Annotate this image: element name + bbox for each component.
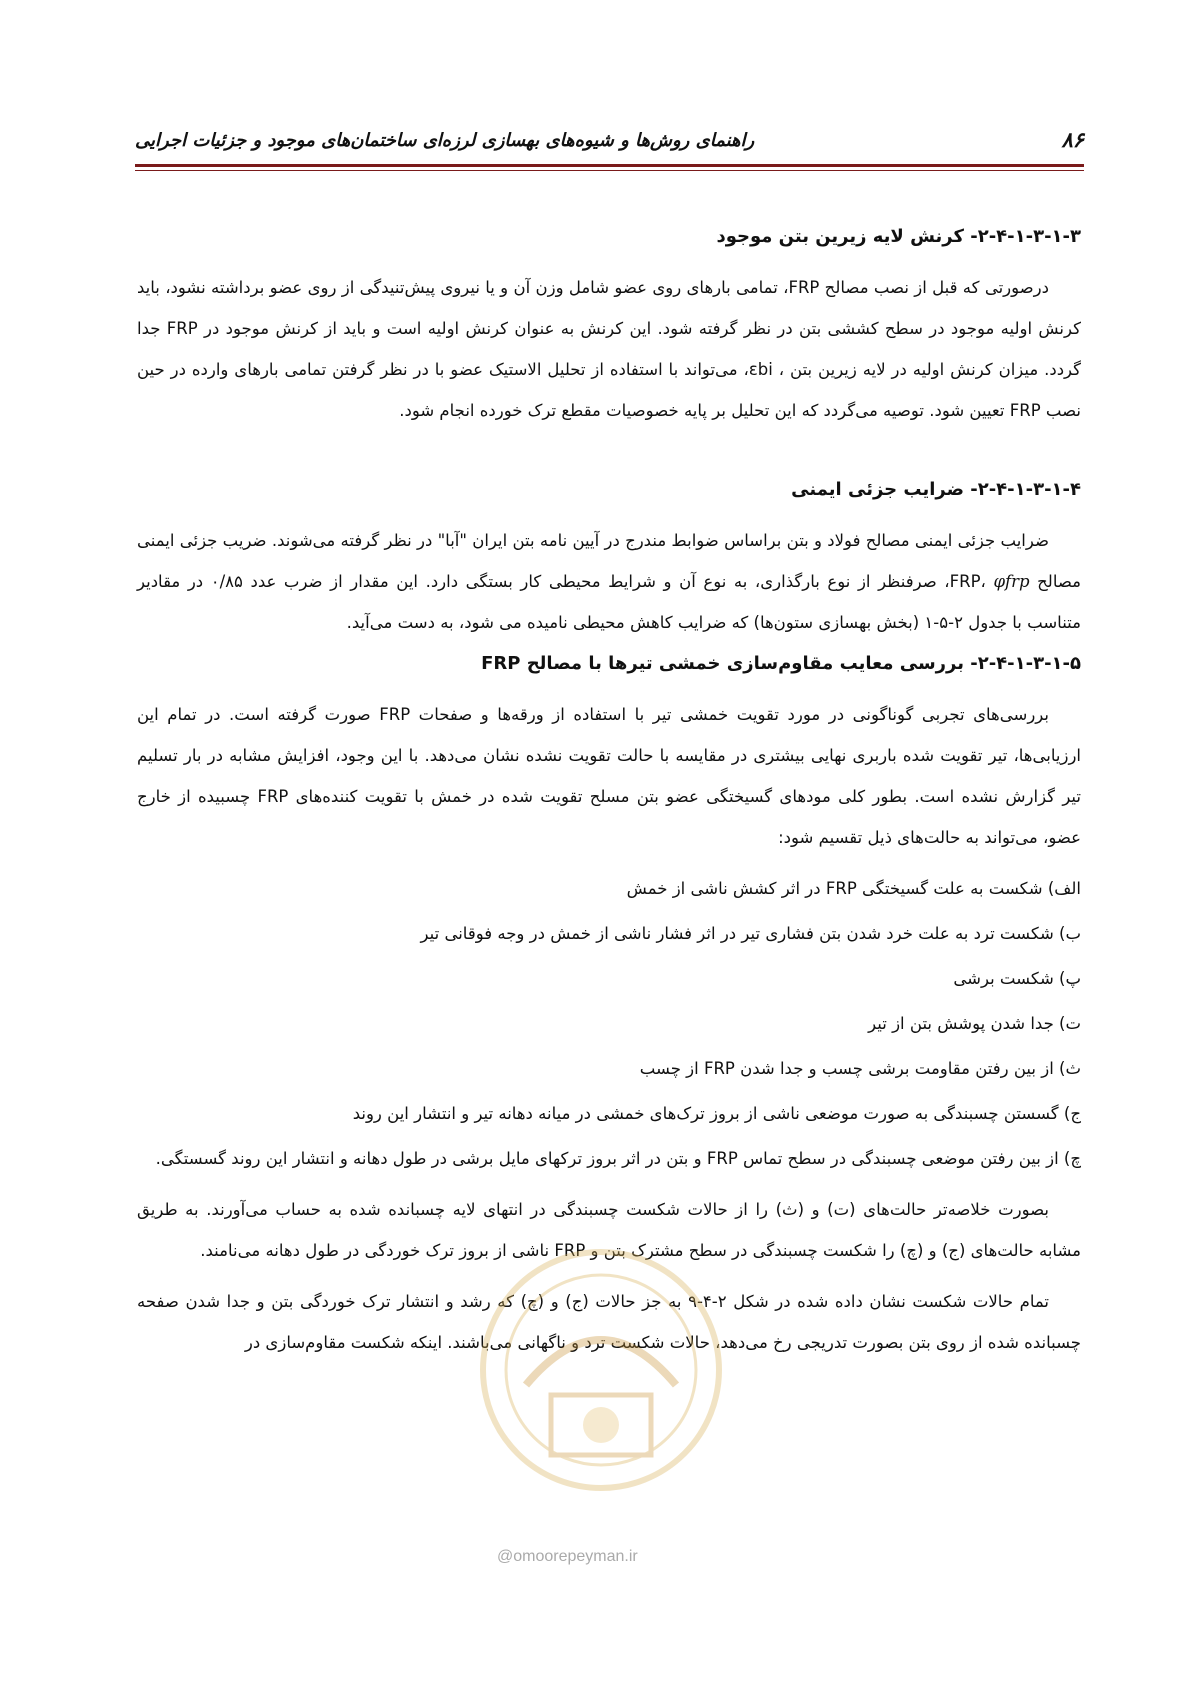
page-number: ۸۶ xyxy=(1061,128,1084,152)
section-heading-safety-factors: ۲-۴-۱-۳-۱-۴- ضرایب جزئی ایمنی xyxy=(791,479,1081,500)
header-rule xyxy=(135,164,1084,167)
phi-symbol: φfrp xyxy=(993,572,1030,591)
page-header xyxy=(135,124,1084,162)
paragraph-safety-b: ، صرفنظر از نوع بارگذاری، به نوع آن و شرایط محیطی کار بستگی دارد. این مقدار از ضرب عدد ۰/۸۵ در مقادیر متناسب با جدول ۲-۵-۱ (بخش بهسازی ستون‌ها) که ضرایب کاهش محیطی نامیده می شود، به دست می‌آید. xyxy=(137,572,1081,632)
list-item: ج) گسستن چسبندگی به صورت موضعی ناشی از بروز ترک‌های خمشی در میانه دهانه تیر و انتشار این روند xyxy=(352,1104,1081,1123)
section-heading-strain: ۲-۴-۱-۳-۱-۳- کرنش لایه زیرین بتن موجود xyxy=(716,226,1081,247)
paragraph-strain: درصورتی که قبل از نصب مصالح FRP، تمامی بارهای روی عضو شامل وزن آن و یا نیروی پیش‌تنیدگی از روی عضو برداشته نشود، باید کرنش اولیه موجود در سطح کششی بتن در نظر گرفته شود. این کرنش به عنوان کرنش اولیه است و باید از کرنش موجود در FRP جدا گردد. میزان کرنش اولیه در لایه زیرین بتن ، εbi، می‌تواند با استفاده از تحلیل الاستیک عضو با در نظر گرفتن تمامی بارهای وارده در حین نصب FRP تعیین شود. توصیه می‌گردد که این تحلیل بر پایه خصوصیات مقطع ترک خورده انجام شود. xyxy=(137,278,1082,420)
watermark-url: @omoorepeyman.ir xyxy=(497,1548,638,1565)
paragraph-flexural-intro: بررسی‌های تجربی گوناگونی در مورد تقویت خمشی تیر با استفاده از ورقه‌ها و صفحات FRP صورت گرفته است. در تمام این ارزیابی‌ها، تیر تقویت شده باربری نهایی بیشتری در مقایسه با حالت تقویت نشده نشان می‌دهد. با این وجود، افزایش مشابه در بار تسلیم تیر گزارش نشده است. بطور کلی مودهای گسیختگی عضو بتن مسلح تقویت شده در خمش با تقویت کننده‌های FRP چسبیده از خارج عضو، می‌تواند به حالت‌های ذیل تقسیم شود: xyxy=(137,705,1081,847)
paragraph-safety-factors xyxy=(137,520,1081,643)
paragraph-failure-types: تمام حالات شکست نشان داده شده در شکل ۲-۴-۹ به جز حالات (ج) و (چ) که رشد و انتشار ترک خوردگی بتن و جدا شدن صفحه چسبانده شده از روی بتن بصورت تدریجی رخ می‌دهد، حالات شکست ترد و ناگهانی می‌باشند. اینکه شکست مقاوم‌سازی در xyxy=(137,1292,1081,1352)
list-item: الف) شکست به علت گسیختگی FRP در اثر کشش ناشی از خمش xyxy=(626,879,1081,898)
list-item: چ) از بین رفتن موضعی چسبندگی در سطح تماس FRP و بتن در اثر بروز ترکهای مایل برشی در طول دهانه و انتشار این روند گسستگی. xyxy=(155,1149,1081,1168)
page-body xyxy=(137,216,1081,1363)
section-heading-flexural-drawbacks: ۲-۴-۱-۳-۱-۵- بررسی معایب مقاوم‌سازی خمشی تیرها با مصالح FRP xyxy=(481,653,1081,674)
list-item: ب) شکست ترد به علت خرد شدن بتن فشاری تیر در اثر فشار ناشی از خمش در وجه فوقانی تیر xyxy=(420,924,1081,943)
running-title: راهنمای روش‌ها و شیوه‌های بهسازی لرزه‌ای ساختمان‌های موجود و جزئیات اجرایی xyxy=(135,130,755,151)
header-rule-thin xyxy=(135,170,1084,171)
list-item: ث) از بین رفتن مقاومت برشی چسب و جدا شدن FRP از چسب xyxy=(639,1059,1081,1078)
failure-modes-list xyxy=(137,868,1081,1179)
paragraph-summary: بصورت خلاصه‌تر حالت‌های (ت) و (ث) را از حالات شکست چسبندگی در انتهای لایه چسبانده شده به حساب می‌آورند. به طریق مشابه حالت‌های (ج) و (چ) را شکست چسبندگی در سطح مشترک بتن و FRP ناشی از بروز ترک خوردگی در طول دهانه می‌نامند. xyxy=(137,1200,1081,1260)
paragraph-safety-a: ضرایب جزئی ایمنی مصالح فولاد و بتن براساس ضوابط مندرج در آیین نامه بتن ایران "آبا" در نظر گرفته می‌شوند. ضریب جزئی ایمنی مصالح FRP، xyxy=(137,531,1081,591)
list-item: پ) شکست برشی xyxy=(953,969,1081,988)
list-item: ت) جدا شدن پوشش بتن از تیر xyxy=(868,1014,1081,1033)
